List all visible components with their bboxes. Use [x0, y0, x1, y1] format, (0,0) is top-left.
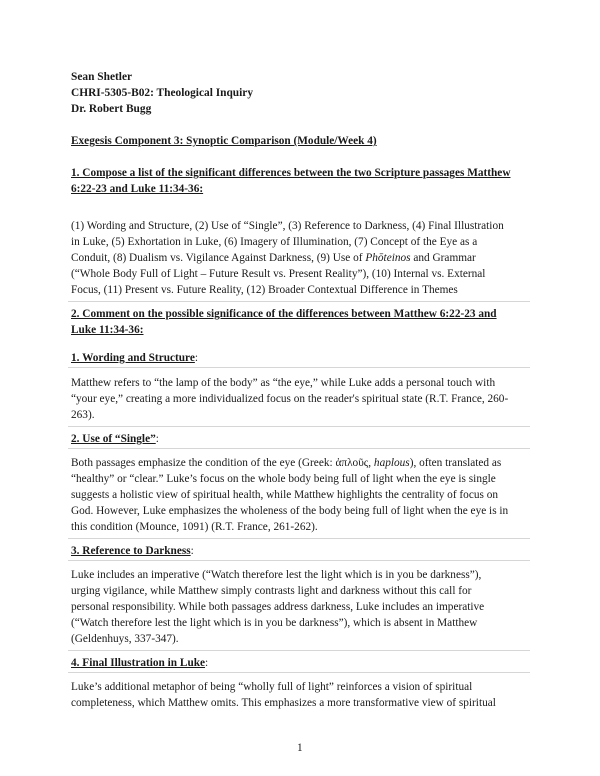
heading-colon: :	[190, 545, 194, 557]
section-1-line-3: 263).	[71, 409, 95, 421]
question-1-line-2: 6:22-23 and Luke 11:34-36:	[71, 183, 204, 195]
question-2-line-2: Luke 11:34-36:	[71, 324, 144, 336]
section-heading	[71, 544, 194, 558]
heading-colon: :	[194, 352, 199, 364]
document-title: Exegesis Component 3: Synoptic Comparison (Module/Week 4)	[71, 135, 377, 147]
section-divider	[68, 672, 530, 673]
section-2-line-2: “healthy” or “clear.” Luke’s focus on the whole body being full of light when the eye is single	[71, 473, 496, 485]
section-2-line-4: God. However, Luke emphasizes the wholeness of the body being full of light when the eye is in	[71, 505, 509, 517]
section-divider	[68, 426, 530, 427]
section-4-heading: 4. Final Illustration in Luke	[71, 657, 206, 669]
heading-colon: :	[155, 433, 159, 445]
section-3-line-1: Luke includes an imperative (“Watch therefore lest the light which is in you be darkness”),	[71, 569, 482, 581]
section-divider	[68, 650, 530, 651]
section-2-line-1	[71, 456, 501, 470]
question-2-line-1: 2. Comment on the possible significance of the differences between Matthew 6:22-23 and	[71, 308, 497, 320]
section-3-line-2: urging vigilance, while Matthew simply contrasts light and darkness without this call for	[71, 585, 472, 597]
section-divider	[68, 301, 530, 302]
answer-1-line-5: Focus, (11) Present vs. Future Reality, (12) Broader Contextual Difference in Themes	[71, 284, 458, 296]
section-3-line-5: (Geldenhuys, 337-347).	[71, 633, 179, 645]
section-divider	[68, 448, 530, 449]
section-3-line-4: (“Watch therefore lest the light which is in you be darkness”), which is absent in Matthew	[71, 617, 478, 629]
section-divider	[68, 367, 530, 368]
section-4-line-2: completeness, which Matthew omits. This emphasizes a more transformative view of spiritual	[71, 697, 496, 709]
section-divider	[68, 538, 530, 539]
section-1-line-2: “your eye,” creating a more individualized focus on the reader's spiritual state (R.T. France, 260-	[71, 393, 509, 405]
heading-colon: :	[205, 657, 209, 669]
answer-1-line-1: (1) Wording and Structure, (2) Use of “Single”, (3) Reference to Darkness, (4) Final Illustration	[71, 220, 504, 232]
course-title: CHRI-5305-B02: Theological Inquiry	[71, 87, 254, 99]
section-2-heading: 2. Use of “Single”	[71, 433, 156, 445]
greek-transliteration: haplous	[373, 457, 410, 469]
section-heading	[71, 656, 208, 670]
instructor-name: Dr. Robert Bugg	[71, 103, 152, 115]
answer-1-line-3a: Conduit, (8) Dualism vs. Vigilance Against Darkness, (9) Use of	[71, 252, 366, 264]
section-1-heading: 1. Wording and Structure	[71, 352, 195, 364]
section-3-heading: 3. Reference to Darkness	[71, 545, 191, 557]
question-1-line-1: 1. Compose a list of the significant differences between the two Scripture passages Matthew	[71, 167, 511, 179]
page-number: 1	[297, 742, 303, 754]
section-2-line-1a: Both passages emphasize the condition of the eye (Greek: ἁπλοῦς,	[71, 457, 374, 469]
section-divider	[68, 560, 530, 561]
answer-1-line-3	[71, 251, 476, 265]
section-2-line-1c: ), often translated as	[409, 457, 502, 469]
answer-1-line-3-italic: Phōteinos	[365, 252, 411, 264]
section-3-line-3: personal responsibility. While both passages address darkness, Luke includes an imperative	[71, 601, 485, 613]
section-heading	[71, 351, 198, 365]
answer-1-line-2: in Luke, (5) Exhortation in Luke, (6) Imagery of Illumination, (7) Concept of the Eye as a	[71, 236, 478, 248]
section-1-line-1: Matthew refers to “the lamp of the body” as “the eye,” while Luke adds a personal touch with	[71, 377, 496, 389]
author-name: Sean Shetler	[71, 71, 133, 83]
section-4-line-1: Luke’s additional metaphor of being “wholly full of light” reinforces a vision of spiritual	[71, 681, 473, 693]
answer-1-line-3c: and Grammar	[410, 252, 476, 264]
section-2-line-3: suggests a holistic view of spiritual health, while Matthew highlights the centrality of focus on	[71, 489, 499, 501]
answer-1-line-4: (“Whole Body Full of Light – Future Result vs. Present Reality”), (10) Internal vs. External	[71, 268, 486, 280]
section-2-line-5: this condition (Mounce, 1091) (R.T. France, 261-262).	[71, 521, 318, 533]
section-heading	[71, 432, 159, 446]
